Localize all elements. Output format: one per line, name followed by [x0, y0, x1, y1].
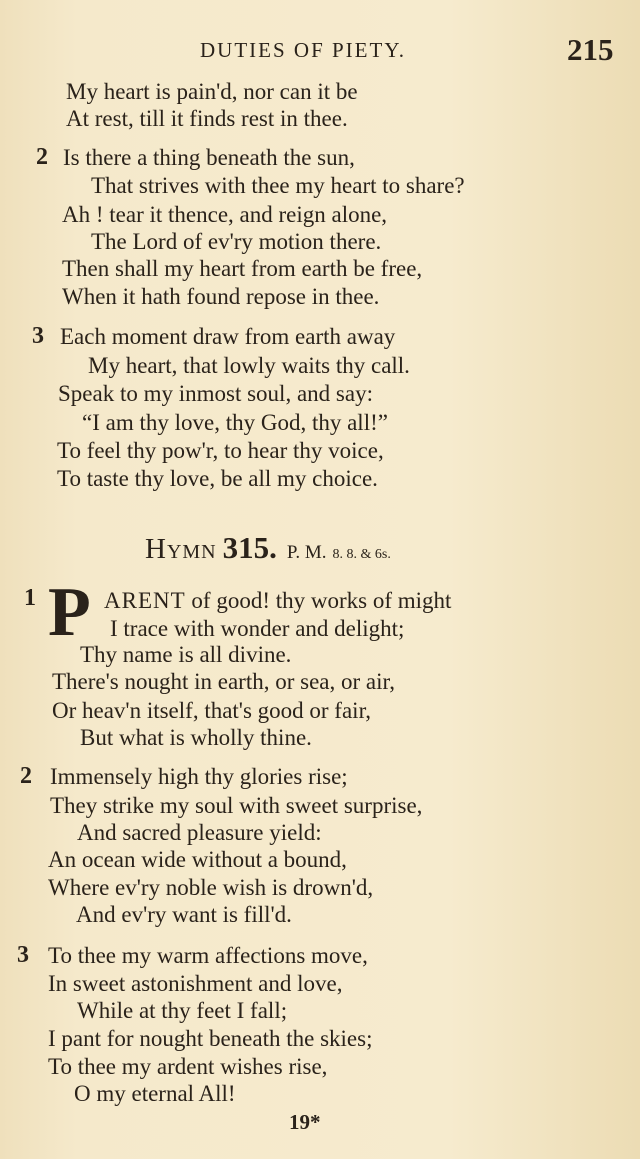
verse-line: Each moment draw from earth away [60, 324, 396, 349]
hymn-number: 315. [222, 530, 277, 565]
verse-line: Thy name is all divine. [80, 642, 292, 667]
verse-line: Is there a thing beneath the sun, [63, 145, 355, 170]
verse-line: They strike my soul with sweet surprise, [50, 793, 423, 818]
verse-line: To taste thy love, be all my choice. [57, 466, 378, 491]
verse-line: I pant for nought beneath the skies; [48, 1026, 373, 1051]
verse-line: My heart, that lowly waits thy call. [88, 353, 410, 378]
hymn-meter: P. M. [286, 542, 327, 563]
stanza-number: 2 [36, 144, 48, 170]
first-word: ARENT [104, 588, 186, 613]
verse-line: Ah ! tear it thence, and reign alone, [62, 202, 388, 227]
verse-line: While at thy feet I fall; [77, 998, 288, 1023]
verse-line: I trace with wonder and delight; [110, 616, 405, 641]
verse-line: Then shall my heart from earth be free, [62, 256, 423, 281]
verse-line: And ev'ry want is fill'd. [76, 902, 292, 927]
verse-line-first [104, 587, 451, 615]
page-number: 215 [567, 32, 614, 67]
verse-line: And sacred pleasure yield: [77, 820, 322, 845]
hymn-label: Hymn [145, 533, 217, 565]
verse-line: In sweet astonishment and love, [48, 971, 343, 996]
first-line-rest: of good! thy works of might [191, 588, 452, 613]
verse-line: My heart is pain'd, nor can it be [66, 79, 358, 104]
verse-line: To thee my warm affections move, [48, 943, 368, 968]
verse-line: “I am thy love, thy God, thy all!” [82, 410, 388, 435]
verse-line: O my eternal All! [74, 1081, 236, 1106]
verse-line: Where ev'ry noble wish is drown'd, [48, 875, 374, 900]
verse-line: That strives with thee my heart to share? [91, 173, 465, 198]
verse-line: Immensely high thy glories rise; [50, 764, 348, 789]
hymn-meter-counts: 8. 8. & 6s. [332, 547, 391, 562]
page-header [0, 32, 640, 70]
verse-line: To thee my ardent wishes rise, [48, 1054, 328, 1079]
verse-line: To feel thy pow'r, to hear thy voice, [57, 438, 384, 463]
verse-line: An ocean wide without a bound, [48, 847, 347, 872]
verse-line: The Lord of ev'ry motion there. [91, 229, 382, 254]
running-title: DUTIES OF PIETY. [200, 38, 407, 62]
verse-line: But what is wholly thine. [80, 725, 312, 750]
hymn-heading [145, 530, 391, 566]
signature-mark: 19* [289, 1110, 321, 1134]
stanza-number: 3 [17, 942, 29, 968]
stanza-number: 1 [24, 585, 36, 611]
verse-line: Speak to my inmost soul, and say: [58, 381, 373, 406]
verse-line: There's nought in earth, or sea, or air, [52, 669, 395, 694]
stanza-number: 3 [32, 323, 44, 349]
verse-line: At rest, till it finds rest in thee. [66, 106, 348, 131]
drop-cap: P [48, 574, 91, 651]
stanza-number: 2 [20, 763, 32, 789]
verse-line: Or heav'n itself, that's good or fair, [52, 698, 372, 723]
verse-line: When it hath found repose in thee. [62, 284, 380, 309]
